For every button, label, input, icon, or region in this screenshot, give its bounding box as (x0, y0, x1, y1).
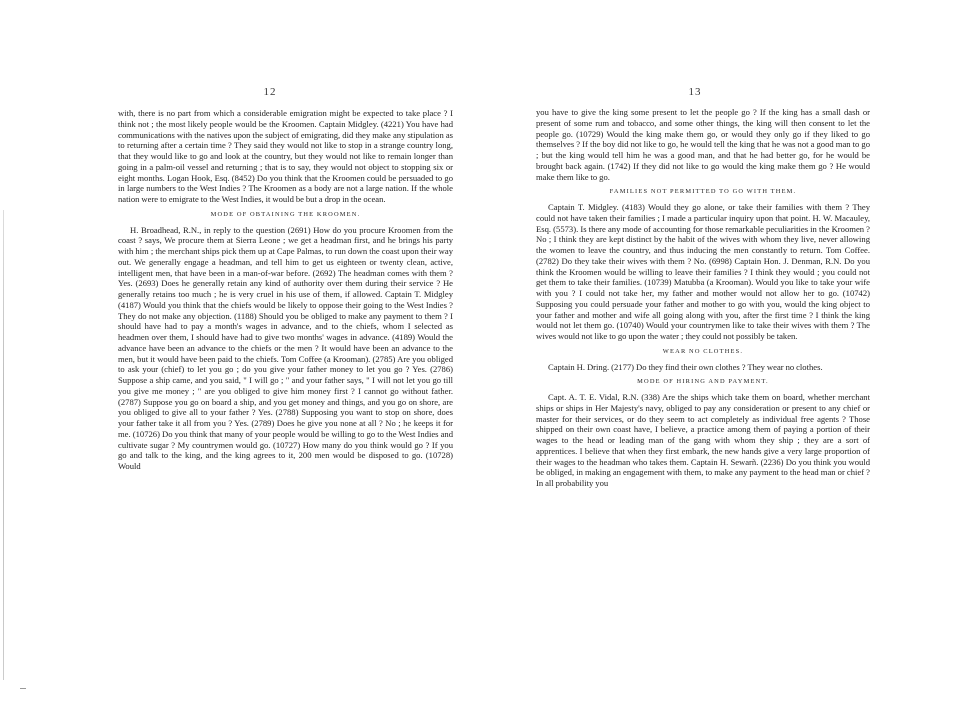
heading-families: FAMILIES NOT PERMITTED TO GO WITH THEM. (609, 188, 797, 196)
paragraph-king-present: you have to give the king some present to let the people go ? If the king has a small dash or present of some rum and tobacco, and some other things, the king will then consent to let the people go. (10729) Would the king make them go, or would they only go if they liked to go themselves ? If the boy did not like to go, he would tell the king that he was not a good man to go ; but the king would tell him he was a good man, and that he had better go, for he would be brought back again. (1742) If they did not like to go would the king make them go ? He would make them like to go. (536, 107, 870, 182)
paragraph-obtaining: H. Broadhead, R.N., in reply to the question (2691) How do you procure Kroomen from the coast ? says, We procure them at Sierra Leone ; we get a headman first, and he brings his party with him ; the merchant ships pick them up at Cape Palmas, to run down the coast upon their way out. We generally engage a headman, and tell him to get us eighteen or twenty clean, active, intelligent men, that have been in a man-of-war before. (2692) The headman comes with them ? Yes. (2693) Does he generally retain any kind of authority over them during their service ? He generally retains too much ; he is very cruel in his use of them, if allowed. Captain T. Midgley (4187) Would you think that the chiefs would be likely to oppose their going to the West Indies ? They do not make any objection. (1188) Should you be obliged to make any payment to them ? I should have had to pay a month's wages in advance, and to the chiefs, whom I selected as headmen over them, I should have had to give two months' wages in advance. (4189) Would the advance have been an advance to the chiefs or the men ? It would have been an advance to the men, but it would have been paid to the chiefs. Tom Coffee (a Krooman). (2785) Are you obliged to ask your (chief) to let you go ; do you give your father money to let you go ? Yes. (2786) Suppose a ship came, and you said, " I will go ; " and your father says, " I will not let you go till you give me money ; " are you obliged to give him money first ? I cannot go without father. (2787) Suppose you go on board a ship, and you get money and things, and you go on shore, are you obliged to give all to your father ? Yes. (2788) Supposing you want to stop on shore, does your father take it all from you ? Yes. (2789) Does he give you none at all ? No ; he keeps it for me. (10726) Do you think that many of your people would be willing to go to the West Indies and cultivate sugar ? My countrymen would go. (10727) How many do you think would go ? If you go and talk to the king, and the king agrees to it, 200 men would be disposed to go. (10728) Would (118, 224, 453, 471)
right-text-column (536, 107, 870, 489)
heading-hiring: MODE OF HIRING AND PAYMENT. (637, 378, 769, 386)
page-number-left: 12 (263, 86, 277, 98)
heading-obtaining-kroomen: MODE OF OBTAINING THE KROOMEN. (210, 210, 361, 218)
paragraph-hiring: Capt. A. T. E. Vidal, R.N. (338) Are the ships which take them on board, whether merchant ships or ships in Her Majesty's navy, obliged to pay any consideration or present to any chief or master for their services, or do they seem to act completely as individual free agents ? Those shipped on their own coast have, I believe, a practice among them of paying a portion of their wages to the head or leading man of the gang with whom they ship ; they are a sort of apprentices. I believe that when they first embark, the new hands give a very large proportion of their wages to the headman who takes them. Captain H. Sewarñ. (2236) Do you think you would be obliged, in making an engagement with them, to make any payment to the head man or chief ? In all probability you (536, 392, 870, 488)
scan-edge-line (3, 210, 4, 680)
paragraph-families: Captain T. Midgley. (4183) Would they go alone, or take their families with them ? They could not have taken their families ; I made a particular inquiry upon that point. H. W. Macauley, Esq. (5573). Is there any mode of accounting for those remarkable peculiarities in the Kroomen ? No ; I think they are kept distinct by the habit of the wives with whom they live, never allowing the women to leave the country, and thus inducing the men constantly to return. Tom Coffee. (2782) Do they take their wives with them ? No. (6998) Captain Hon. J. Denman, R.N. Do you think the Kroomen would be willing to leave their families ? I think they would ; you could not get them to take their families. (10739) Matubba (a Krooman). Would you like to take your wife with you ? I could not take her, my father and mother would not allow her to go. (10742) Supposing you could persuade your father and mother to go with you, would the king object to your father and mother and wife all going along with you, after the first time ? I think the king would not let them go. (10740) Would your countrymen like to take their wives with them ? The wives would not like to go upon the water ; they could not possibly be taken. (536, 202, 870, 341)
right-page (490, 0, 980, 706)
scan-edge-mark (20, 688, 26, 689)
page-number-right: 13 (688, 86, 702, 98)
paragraph-clothes: Captain H. Dring. (2177) Do they find their own clothes ? They wear no clothes. (548, 361, 823, 372)
left-text-column (118, 108, 453, 472)
heading-clothes: WEAR NO CLOTHES. (662, 347, 744, 355)
paragraph-emigration: with, there is no part from which a considerable emigration might be expected to take place ? I think not ; the most likely people would be the Kroomen. Captain Midgley. (4221) You have had communications with the natives upon the subject of emigrating, did they make any stipulation as to returning after a certain time ? They said they would not like to stop in a strange country long, that they would like to go and look at the country, but they would not like to remain longer than going in a palm-oil vessel and returning ; that is to say, they would not object to stopping six or eight months. Logan Hook, Esq. (8452) Do you think that the Kroomen could be persuaded to go in large numbers to the West Indies ? The Kroomen as a body are not a large nation. If the whole nation were to emigrate to the West Indies, it would be but a drop in the ocean. (118, 108, 453, 204)
